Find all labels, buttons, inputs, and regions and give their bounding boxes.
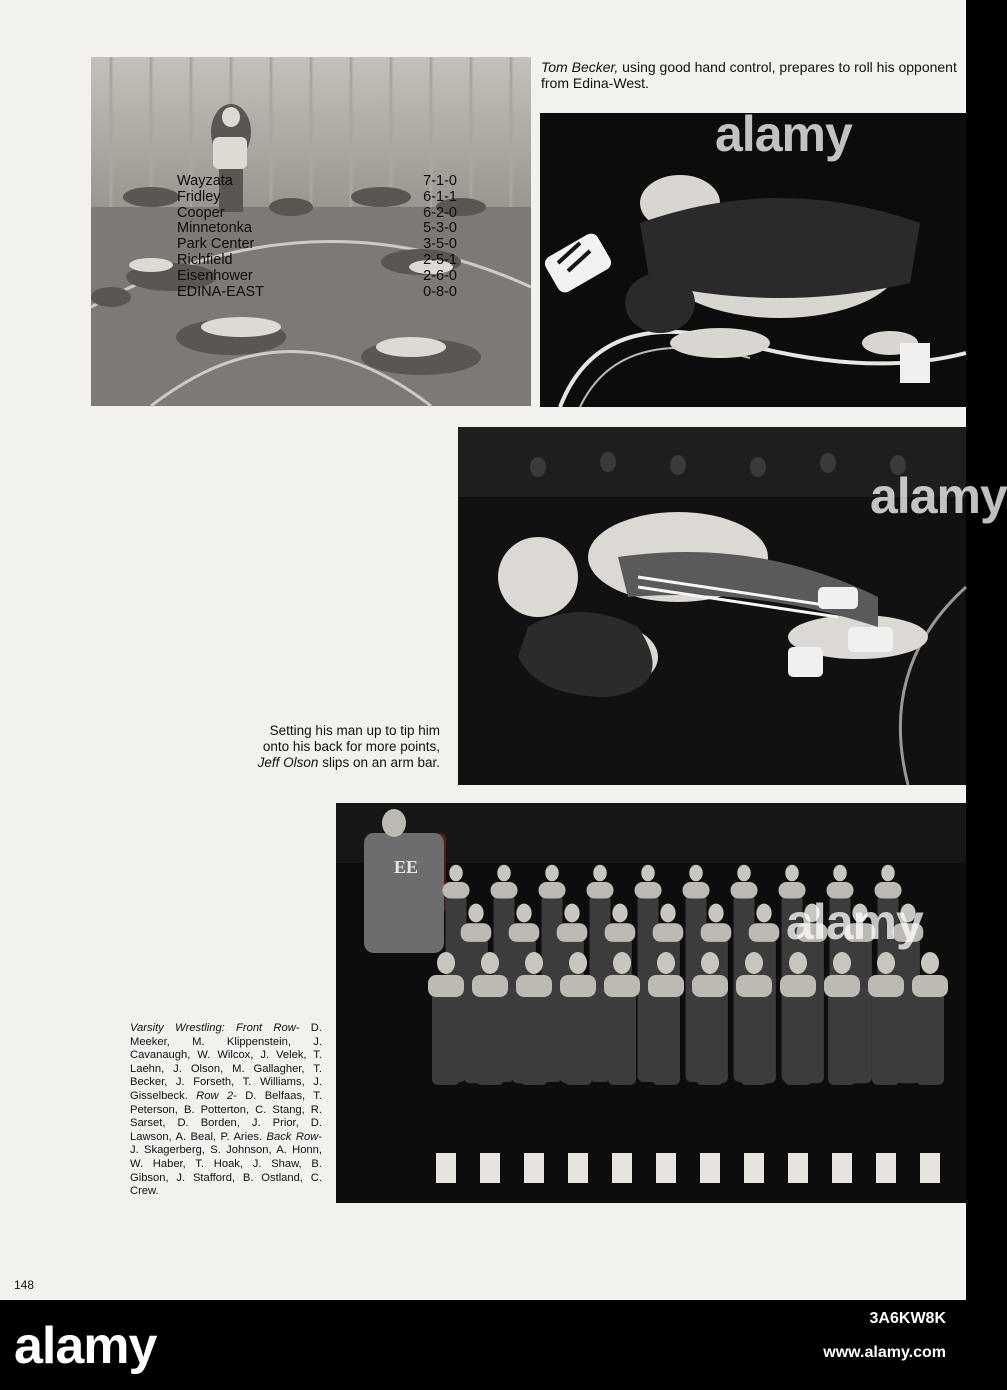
team-name: Wayzata [177, 173, 233, 189]
roster-row-label: Back Row [266, 1130, 319, 1143]
standings-row [177, 269, 457, 285]
roster-row-label: Row 2 [196, 1089, 234, 1102]
becker-match-photo [540, 106, 966, 407]
olson-caption [254, 723, 440, 771]
roster-names: - J. Skagerberg, S. Johnson, A. Honn, W. Haber, T. Hoak, J. Shaw, B. Gibson, J. Stafford, B. Ostland, C. Crew. [130, 1130, 322, 1198]
olson-name: Jeff Olson [257, 755, 319, 770]
conference-standings [177, 174, 457, 300]
standings-row [177, 285, 457, 301]
team-record: 0-8-0 [423, 283, 457, 300]
svg-text:EE: EE [394, 857, 419, 877]
team-roster-caption [130, 1022, 322, 1199]
roster-names: - D. Meeker, M. Klippenstein, J. Cavanaugh, W. Wilcox, J. Velek, T. Laehn, J. Olson, M. Gallagher, T. Becker, J. Forseth, T. Williams, J. Gisselbeck. [130, 1022, 322, 1102]
roster-row-label: Varsity Wrestling: Front Row [130, 1022, 296, 1034]
standings-row [177, 237, 457, 253]
team-record: 7-1-0 [423, 173, 457, 189]
site-url: www.alamy.com [823, 1344, 946, 1361]
team-record: 5-3-0 [423, 220, 457, 237]
watermark: alamy [715, 106, 852, 162]
team-name: Fridley [177, 188, 221, 205]
standings-row [177, 174, 457, 190]
team-name: Cooper [177, 204, 225, 221]
alamy-logo: alamy [14, 1317, 157, 1375]
watermark: alamy [786, 894, 923, 950]
team-photo [336, 803, 966, 1203]
standings-row [177, 253, 457, 269]
team-name: Minnetonka [177, 220, 252, 237]
olson-caption-end: slips on an arm bar. [318, 755, 440, 770]
image-id: 3A6KW8K [869, 1310, 946, 1327]
team-photo-art [336, 803, 966, 1203]
team-name: EDINA-EAST [177, 283, 265, 300]
page-number: 148 [14, 1278, 35, 1292]
becker-name: Tom Becker, [541, 59, 619, 75]
team-record: 2-6-0 [423, 267, 457, 284]
standings-row [177, 221, 457, 237]
olson-caption-text: Setting his man up to tip him onto his back for more points, [262, 723, 440, 754]
standings-row [177, 206, 457, 222]
team-record: 6-2-0 [423, 204, 457, 221]
team-name: Eisenhower [177, 267, 253, 284]
olson-match-photo [458, 427, 1007, 785]
team-record: 3-5-0 [423, 236, 457, 253]
team-record: 2-5-1 [423, 251, 457, 268]
watermark: alamy [870, 468, 1007, 524]
team-name: Park Center [177, 236, 255, 253]
team-record: 6-1-1 [423, 188, 457, 205]
stock-footer [0, 1300, 966, 1390]
team-name: Richfield [177, 251, 233, 268]
becker-caption-text: using good hand control, prepares to roll his opponent from Edina-West. [541, 59, 957, 91]
standings-row [177, 190, 457, 206]
becker-caption [541, 59, 966, 91]
roster-names: - D. Belfaas, T. Peterson, B. Potterton, C. Stang, R. Sarset, D. Borden, J. Prior, D. Lawson, A. Beal, P. Aries. [130, 1089, 322, 1143]
